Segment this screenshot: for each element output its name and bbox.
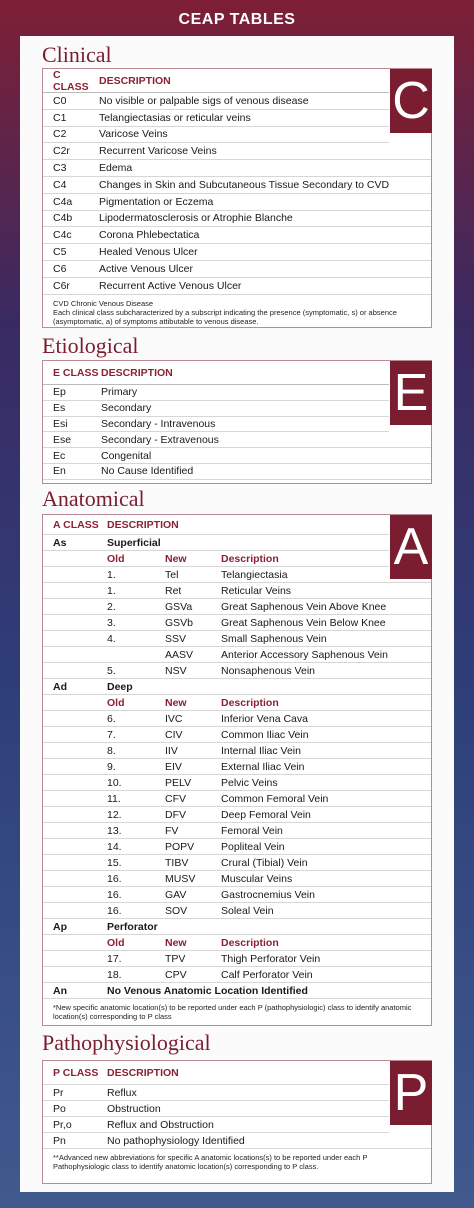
- clinical-class-desc: Telangiectasias or reticular veins: [99, 111, 251, 124]
- anatomical-new-code: CFV: [165, 792, 186, 805]
- anatomical-new-code: GAV: [165, 888, 187, 901]
- anatomical-old-code: 11.: [107, 792, 121, 805]
- anatomical-old-code: 17.: [107, 952, 122, 965]
- anatomical-group-label: Superficial: [107, 536, 161, 549]
- anatomical-vein-desc: Pelvic Veins: [221, 776, 278, 789]
- anatomical-new-code: SSV: [165, 632, 187, 645]
- pathophysiological-class-desc: Obstruction: [107, 1102, 161, 1115]
- anatomical-row: [43, 583, 431, 599]
- etiological-class-desc: No Cause Identified: [101, 465, 194, 478]
- anatomical-row: [43, 887, 431, 903]
- etiological-row: [43, 432, 431, 448]
- clinical-class-code: C5: [53, 246, 67, 259]
- anatomical-subheader-desc: Description: [221, 936, 279, 949]
- anatomical-vein-desc: Small Saphenous Vein: [221, 632, 327, 645]
- anatomical-new-code: AASV: [165, 648, 194, 661]
- clinical-class-code: C6r: [53, 279, 70, 292]
- etiological-class-code: Es: [53, 402, 66, 415]
- etiological-table: [42, 360, 432, 484]
- clinical-row: [43, 127, 389, 144]
- clinical-class-code: C3: [53, 162, 67, 175]
- anatomical-subheader-row: [43, 551, 389, 567]
- clinical-note-line2: Each clinical class subcharacterized by a subscript indicating the presence (symptomatic, s) or absence (asymptomatic, a) of symptoms attibutable to venous disease.: [53, 307, 397, 326]
- anatomical-new-code: GSVb: [165, 616, 194, 629]
- anatomical-new-code: TIBV: [165, 856, 189, 869]
- anatomical-old-code: 12.: [107, 808, 122, 821]
- anatomical-new-code: TPV: [165, 952, 186, 965]
- clinical-header-row: [43, 69, 389, 93]
- anatomical-vein-desc: External Iliac Vein: [221, 760, 305, 773]
- anatomical-vein-desc: Anterior Accessory Saphenous Vein: [221, 648, 388, 661]
- anatomical-group-label: Perforator: [107, 920, 158, 933]
- anatomical-old-code: 16.: [107, 872, 122, 885]
- anatomical-row: [43, 615, 431, 631]
- anatomical-note: *New specific anatomic location(s) to be reported under each P (pathophysiologic) class to identify anatomic location(s) corresponding to P class: [53, 1003, 412, 1021]
- clinical-table: [42, 68, 432, 328]
- anatomical-group-row: [43, 919, 431, 935]
- anatomical-new-code: Ret: [165, 584, 182, 597]
- clinical-row: [43, 261, 431, 278]
- anatomical-new-code: FV: [165, 824, 179, 837]
- anatomical-old-code: 15.: [107, 856, 122, 869]
- anatomical-old-code: 4.: [107, 632, 116, 645]
- clinical-header-desc: DESCRIPTION: [99, 74, 171, 87]
- anatomical-new-code: DFV: [165, 808, 186, 821]
- pathophysiological-note: **Advanced new abbreviations for specific A anatomic locations(s) to be reported under each P Pathophysiologic class to identify anatomic location(s) corresponding to P class.: [53, 1153, 368, 1171]
- clinical-class-code: C4: [53, 178, 67, 191]
- anatomical-group-code: Ap: [53, 920, 67, 933]
- etiological-row: [43, 401, 389, 417]
- anatomical-new-code: NSV: [165, 664, 187, 677]
- anatomical-row: [43, 775, 431, 791]
- page-title: CEAP TABLES: [178, 11, 296, 28]
- clinical-class-desc: Corona Phlebectatica: [99, 229, 200, 242]
- pathophysiological-class-desc: No pathophysiology Identified: [107, 1134, 245, 1147]
- pathophysiological-class-code: Pr,o: [53, 1118, 72, 1131]
- anatomical-vein-desc: Femoral Vein: [221, 824, 283, 837]
- pathophysiological-class-code: Pr: [53, 1086, 64, 1099]
- etiological-row: [43, 464, 431, 480]
- clinical-row: [43, 244, 431, 261]
- anatomical-subheader-old: Old: [107, 552, 125, 565]
- anatomical-none-label: No Venous Anatomic Location Identified: [107, 984, 308, 997]
- anatomical-new-code: GSVa: [165, 600, 193, 613]
- clinical-class-desc: Pigmentation or Eczema: [99, 195, 214, 208]
- clinical-class-code: C4a: [53, 195, 73, 208]
- anatomical-new-code: PELV: [165, 776, 192, 789]
- anatomical-row: [43, 791, 431, 807]
- anatomical-row: [43, 807, 431, 823]
- clinical-class-desc: Varicose Veins: [99, 128, 168, 141]
- etiological-header-row: [43, 361, 389, 385]
- anatomical-new-code: MUSV: [165, 872, 196, 885]
- etiological-class-desc: Secondary: [101, 402, 152, 415]
- anatomical-group-code: As: [53, 536, 67, 549]
- anatomical-group-code: Ad: [53, 680, 67, 693]
- anatomical-vein-desc: Nonsaphenous Vein: [221, 664, 315, 677]
- pathophysiological-header-desc: DESCRIPTION: [107, 1066, 179, 1079]
- clinical-title: Clinical: [42, 42, 112, 67]
- etiological-class-code: Esi: [53, 417, 68, 430]
- anatomical-vein-desc: Gastrocnemius Vein: [221, 888, 315, 901]
- anatomical-row: [43, 855, 431, 871]
- anatomical-row: [43, 759, 431, 775]
- pathophysiological-class-desc: Reflux: [107, 1086, 137, 1099]
- clinical-row: [43, 93, 389, 110]
- anatomical-vein-desc: Crural (Tibial) Vein: [221, 856, 308, 869]
- anatomical-old-code: 3.: [107, 616, 116, 629]
- anatomical-row: [43, 727, 431, 743]
- anatomical-vein-desc: Muscular Veins: [221, 872, 293, 885]
- anatomical-none-code: An: [53, 984, 67, 997]
- anatomical-old-code: 1.: [107, 568, 116, 581]
- clinical-class-desc: Healed Venous Ulcer: [99, 246, 198, 259]
- banner: [0, 0, 474, 40]
- anatomical-row: [43, 711, 431, 727]
- anatomical-new-code: CIV: [165, 728, 183, 741]
- anatomical-old-code: 18.: [107, 968, 122, 981]
- anatomical-header-class: A CLASS: [53, 518, 99, 531]
- anatomical-header-row: [43, 515, 389, 535]
- pathophysiological-class-desc: Reflux and Obstruction: [107, 1118, 214, 1131]
- pathophysiological-header-row: [43, 1061, 389, 1085]
- clinical-note: [43, 295, 431, 329]
- pathophysiological-row: [43, 1133, 431, 1149]
- anatomical-old-code: 9.: [107, 760, 116, 773]
- anatomical-vein-desc: Thigh Perforator Vein: [221, 952, 321, 965]
- clinical-note-line1: CVD Chronic Venous Disease: [53, 298, 154, 308]
- anatomical-row: [43, 599, 431, 615]
- anatomical-vein-desc: Telangiectasia: [221, 568, 288, 581]
- anatomical-old-code: 6.: [107, 712, 116, 725]
- anatomical-old-code: 13.: [107, 824, 122, 837]
- etiological-class-desc: Congenital: [101, 449, 152, 462]
- etiological-row: [43, 385, 389, 401]
- anatomical-vein-desc: Inferior Vena Cava: [221, 712, 308, 725]
- anatomical-header-desc: DESCRIPTION: [107, 518, 179, 531]
- anatomical-old-code: 7.: [107, 728, 116, 741]
- anatomical-subheader-desc: Description: [221, 552, 279, 565]
- etiological-letter-badge: E: [390, 361, 432, 425]
- anatomical-row: [43, 839, 431, 855]
- clinical-class-desc: Edema: [99, 162, 133, 175]
- anatomical-vein-desc: Reticular Veins: [221, 584, 292, 597]
- anatomical-new-code: POPV: [165, 840, 195, 853]
- anatomical-subheader-old: Old: [107, 936, 125, 949]
- etiological-class-code: Ese: [53, 433, 72, 446]
- etiological-rows: [43, 385, 431, 480]
- clinical-class-code: C2r: [53, 145, 70, 158]
- anatomical-old-code: 1.: [107, 584, 116, 597]
- clinical-class-desc: Active Venous Ulcer: [99, 262, 193, 275]
- clinical-class-desc: Recurrent Active Venous Ulcer: [99, 279, 242, 292]
- etiological-class-code: Ep: [53, 386, 66, 399]
- anatomical-old-code: 14.: [107, 840, 122, 853]
- etiological-class-code: Ec: [53, 449, 66, 462]
- etiological-class-desc: Secondary - Intravenous: [101, 417, 216, 430]
- anatomical-new-code: Tel: [165, 568, 179, 581]
- etiological-header-desc: DESCRIPTION: [101, 366, 173, 379]
- anatomical-row: [43, 631, 431, 647]
- clinical-row: [43, 194, 431, 211]
- etiological-title: Etiological: [42, 333, 139, 358]
- anatomical-vein-desc: Common Femoral Vein: [221, 792, 329, 805]
- pathophysiological-class-code: Po: [53, 1102, 66, 1115]
- clinical-class-code: C6: [53, 262, 67, 275]
- clinical-class-code: C4c: [53, 229, 72, 242]
- anatomical-vein-desc: Great Saphenous Vein Above Knee: [221, 600, 387, 613]
- anatomical-table: [42, 514, 432, 1026]
- anatomical-old-code: 10.: [107, 776, 122, 789]
- anatomical-title: Anatomical: [42, 486, 145, 511]
- anatomical-vein-desc: Calf Perforator Vein: [221, 968, 313, 981]
- etiological-row: [43, 448, 431, 464]
- clinical-row: [43, 211, 431, 228]
- pathophysiological-header-class: P CLASS: [53, 1066, 99, 1079]
- anatomical-new-code: IIV: [165, 744, 178, 757]
- anatomical-row: [43, 663, 431, 679]
- anatomical-row: [43, 951, 431, 967]
- anatomical-subheader-desc: Description: [221, 696, 279, 709]
- anatomical-old-code: 16.: [107, 904, 122, 917]
- anatomical-vein-desc: Soleal Vein: [221, 904, 274, 917]
- etiological-class-code: En: [53, 465, 66, 478]
- anatomical-row: [43, 903, 431, 919]
- clinical-row: [43, 160, 431, 177]
- clinical-rows: [43, 93, 431, 295]
- anatomical-subheader-row: [43, 695, 431, 711]
- pathophysiological-title: Pathophysiological: [42, 1030, 211, 1055]
- anatomical-old-code: 2.: [107, 600, 116, 613]
- anatomical-vein-desc: Deep Femoral Vein: [221, 808, 311, 821]
- anatomical-row: [43, 871, 431, 887]
- clinical-class-code: C1: [53, 111, 67, 124]
- anatomical-subheader-new: New: [165, 696, 187, 709]
- clinical-row: [43, 227, 431, 244]
- clinical-class-desc: Recurrent Varicose Veins: [99, 145, 217, 158]
- anatomical-rows: [43, 535, 431, 999]
- anatomical-group-label: Deep: [107, 680, 133, 693]
- clinical-class-desc: Changes in Skin and Subcutaneous Tissue Secondary to CVD: [99, 178, 390, 191]
- anatomical-row: [43, 743, 431, 759]
- pathophysiological-rows: [43, 1085, 431, 1149]
- etiological-class-desc: Secondary - Extravenous: [101, 433, 219, 446]
- anatomical-vein-desc: Great Saphenous Vein Below Knee: [221, 616, 386, 629]
- clinical-header-class: C CLASS: [53, 68, 89, 93]
- anatomical-group-row: [43, 679, 431, 695]
- anatomical-vein-desc: Internal Iliac Vein: [221, 744, 301, 757]
- anatomical-subheader-new: New: [165, 936, 187, 949]
- anatomical-row: [43, 567, 431, 583]
- anatomical-vein-desc: Common Iliac Vein: [221, 728, 309, 741]
- anatomical-group-row: [43, 535, 389, 551]
- etiological-header-class: E CLASS: [53, 366, 99, 379]
- clinical-class-code: C0: [53, 94, 67, 107]
- clinical-row: [43, 143, 431, 160]
- clinical-row: [43, 177, 431, 194]
- anatomical-new-code: SOV: [165, 904, 188, 917]
- anatomical-row: [43, 823, 431, 839]
- anatomical-new-code: CPV: [165, 968, 187, 981]
- pathophysiological-row: [43, 1085, 389, 1101]
- pathophysiological-class-code: Pn: [53, 1134, 66, 1147]
- clinical-row: [43, 278, 431, 295]
- anatomical-letter-badge: A: [390, 515, 432, 579]
- clinical-class-desc: No visible or palpable sigs of venous disease: [99, 94, 309, 107]
- clinical-row: [43, 110, 389, 127]
- anatomical-new-code: EIV: [165, 760, 182, 773]
- anatomical-old-code: 5.: [107, 664, 116, 677]
- clinical-class-code: C2: [53, 128, 67, 141]
- anatomical-none-row: [43, 983, 431, 999]
- anatomical-row: [43, 647, 431, 663]
- etiological-row: [43, 417, 389, 433]
- etiological-class-desc: Primary: [101, 386, 138, 399]
- pathophysiological-row: [43, 1117, 389, 1133]
- clinical-class-desc: Lipodermatosclerosis or Atrophie Blanche: [99, 212, 293, 225]
- pathophysiological-letter-badge: P: [390, 1061, 432, 1125]
- clinical-letter-badge: C: [390, 69, 432, 133]
- anatomical-row: [43, 967, 431, 983]
- pathophysiological-table: [42, 1060, 432, 1184]
- clinical-class-code: C4b: [53, 212, 73, 225]
- anatomical-subheader-row: [43, 935, 431, 951]
- anatomical-old-code: 8.: [107, 744, 116, 757]
- anatomical-subheader-old: Old: [107, 696, 125, 709]
- pathophysiological-row: [43, 1101, 389, 1117]
- anatomical-old-code: 16.: [107, 888, 122, 901]
- anatomical-subheader-new: New: [165, 552, 187, 565]
- anatomical-new-code: IVC: [165, 712, 183, 725]
- anatomical-vein-desc: Popliteal Vein: [221, 840, 285, 853]
